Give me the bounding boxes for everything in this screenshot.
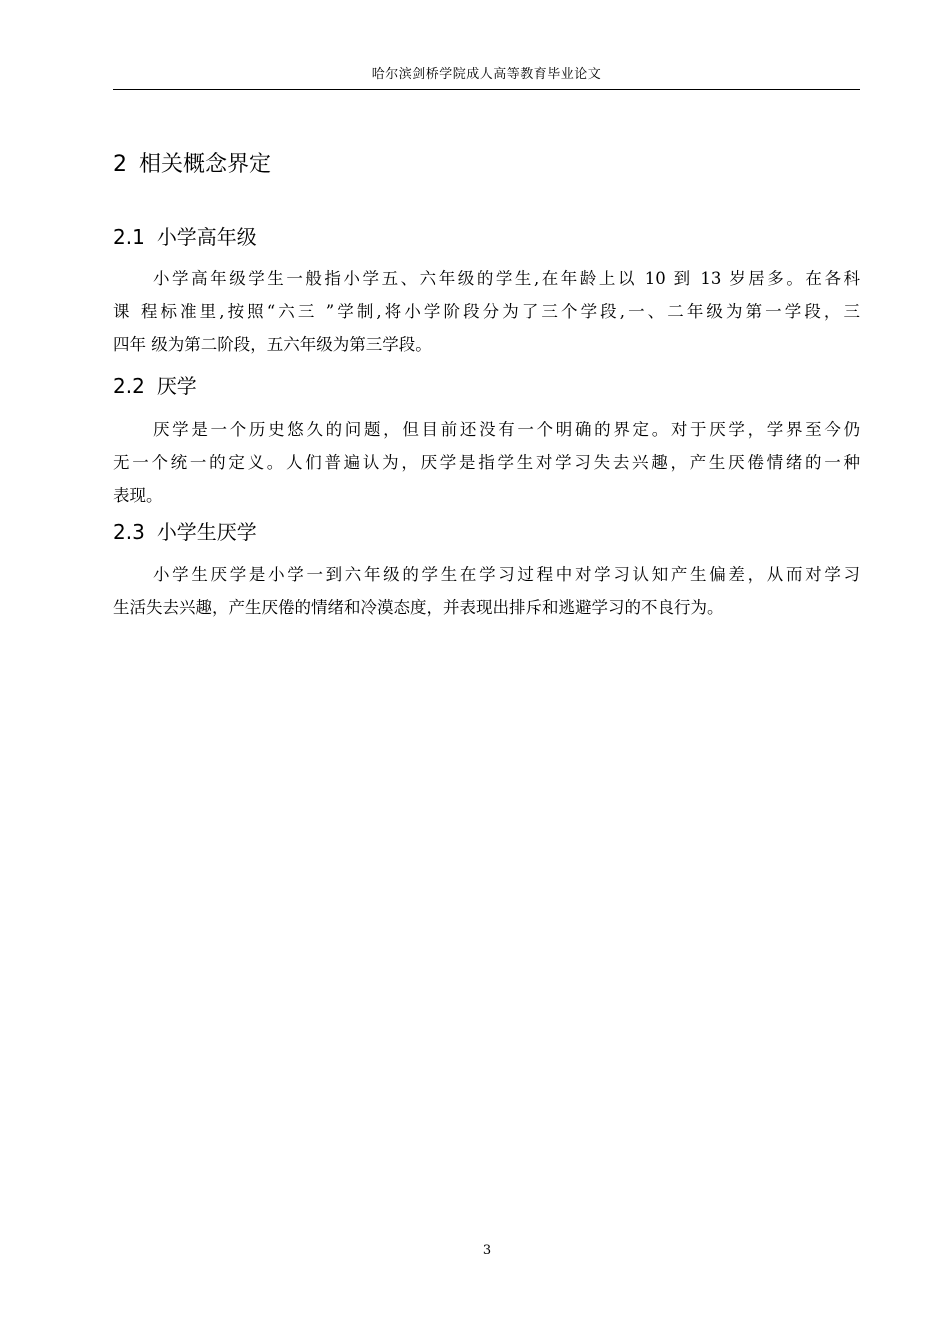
section-number: 2.2 [113,374,145,398]
paragraph-line: 四年 级为第二阶段，五六年级为第三学段。 [113,335,432,354]
section-heading-2-1 [113,223,257,251]
section-heading-2-2 [113,372,197,400]
section-number: 2.1 [113,225,145,249]
section-paragraph-2-1 [113,262,860,361]
chapter-number: 2 [113,152,127,177]
chapter-title: 相关概念界定 [139,152,272,177]
page-number: 3 [482,1243,492,1258]
paragraph-line: 生活失去兴趣，产生厌倦的情绪和冷漠态度，并表现出排斥和逃避学习的不良行为。 [113,598,724,617]
paragraph-line: 小学生厌学是小学一到六年级的学生在学习过程中对学习认知产生偏差，从而对学习 [153,565,860,584]
running-header: 哈尔滨剑桥学院成人高等教育毕业论文 [371,67,602,82]
section-paragraph-2-2 [113,413,860,512]
section-number: 2.3 [113,520,145,544]
paragraph-line: 无一个统一的定义。人们普遍认为，厌学是指学生对学习失去兴趣，产生厌倦情绪的一种 [113,453,860,472]
section-title: 厌学 [156,374,197,398]
section-paragraph-2-3 [113,558,860,624]
header-rule [113,89,860,90]
section-title: 小学生厌学 [156,520,257,544]
chapter-heading [113,150,271,180]
paragraph-line: 厌学是一个历史悠久的问题，但目前还没有一个明确的界定。对于厌学，学界至今仍 [153,420,860,439]
section-title: 小学高年级 [156,225,257,249]
paragraph-line: 课 程标准里,按照“六三 ”学制,将小学阶段分为了三个学段,一、二年级为第一学段，三 [113,302,860,321]
section-heading-2-3 [113,518,257,546]
paragraph-line: 表现。 [113,486,163,505]
paragraph-line: 小学高年级学生一般指小学五、六年级的学生,在年龄上以 10 到 13 岁居多。在各科 [153,269,860,288]
